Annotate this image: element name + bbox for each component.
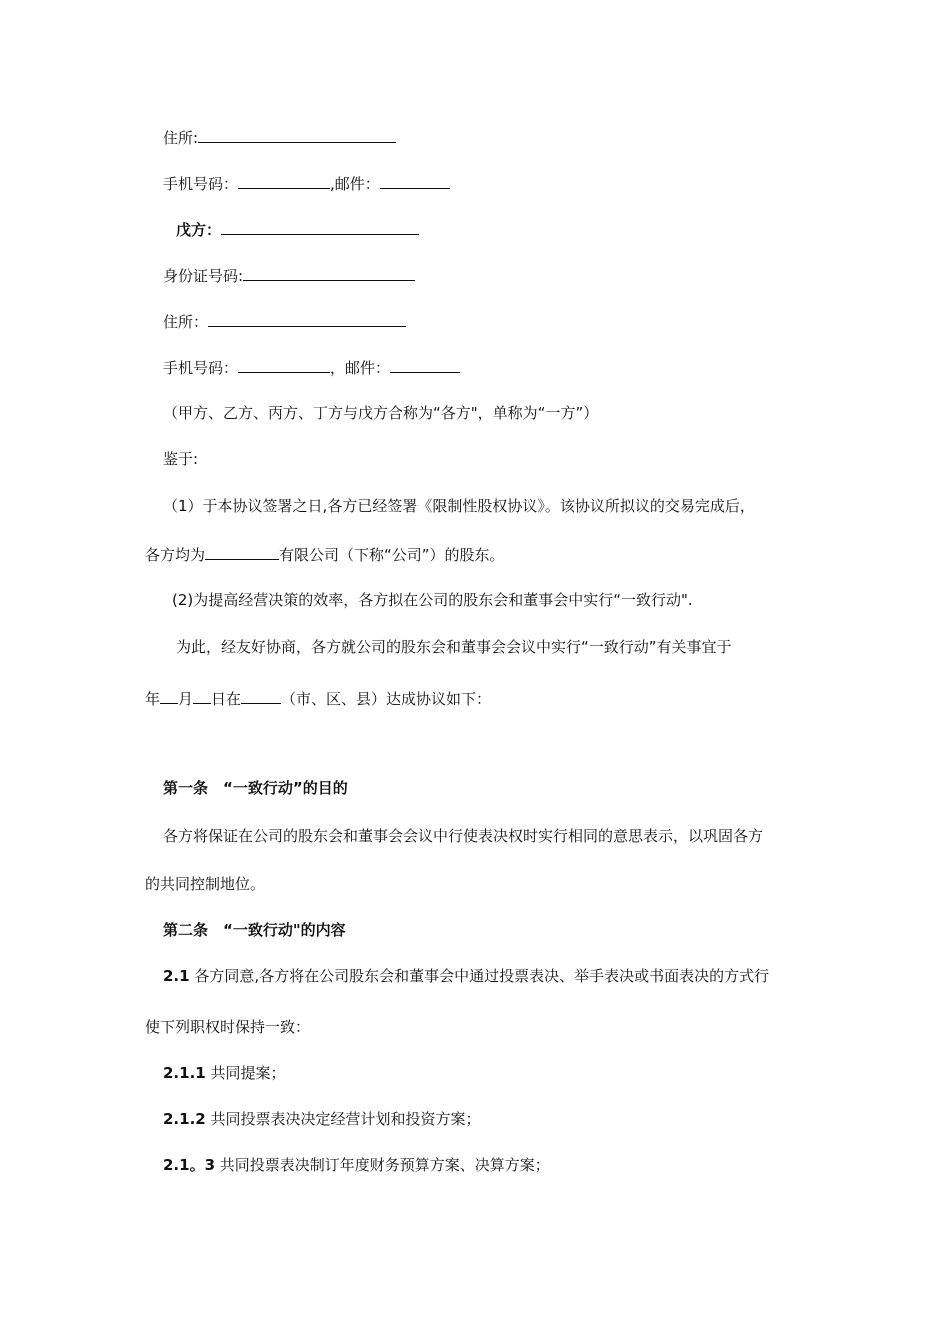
party-e-address-line [163,311,406,332]
recital-1-line-2 [145,544,505,565]
clause-2-1-number: 2.1 [163,967,190,985]
party-e-address-label: 住所： [163,313,209,331]
party-e-id-blank [243,265,415,281]
clause-2-1-3 [163,1155,550,1175]
party-e-phone-label: 手机号码： [163,359,239,377]
agreement-month-label: 月 [178,690,194,708]
party-d-address-line [163,127,396,148]
company-name-blank [205,544,279,560]
party-e-id-label: 身份证号码: [163,267,244,285]
clause-2-1-2-text: 共同投票表决决定经营计划和投资方案； [205,1110,481,1128]
party-d-address-label: 住所: [163,129,199,147]
party-e-email-blank [390,357,460,373]
parties-note: （甲方、乙方、丙方、丁方与戊方合称为“各方"，单称为“一方”） [163,404,599,422]
party-e-address-blank [208,311,406,327]
agreement-day-label: 日在 [211,690,242,708]
place-blank [241,688,281,704]
party-e-id-line [163,265,415,286]
recital-1-prefix: 各方均为 [145,546,206,564]
article-2-title: 第二条 “一致行动"的内容 [163,921,346,939]
party-d-phone-label: 手机号码： [163,175,239,193]
party-d-phone-blank [238,173,330,189]
agreement-place-suffix: （市、区、县）达成协议如下： [281,690,492,708]
party-e-name-blank [221,219,419,235]
clause-2-1-1-number: 2.1.1 [163,1064,206,1082]
month-blank [160,688,178,704]
clause-2-1-3-text: 共同投票表决制订年度财务预算方案、决算方案； [215,1156,550,1174]
agreement-intro-line-2 [145,688,491,709]
recital-2: (2)为提高经营决策的效率，各方拟在公司的股东会和董事会中实行“一致行动". [172,591,693,609]
clause-2-1-1-text: 共同提案； [205,1064,286,1082]
clause-2-1-text: 各方同意,各方将在公司股东会和董事会中通过投票表决、举手表决或书面表决的方式行 [189,967,770,985]
party-d-email-blank [380,173,450,189]
agreement-year-label: 年 [145,690,161,708]
recital-1-line-1: （1）于本协议签署之日,各方已经签署《限制性股权协议》。该协议所拟议的交易完成后， [163,497,755,515]
party-e-contact-line [163,357,460,378]
article-1-line-1: 各方将保证在公司的股东会和董事会会议中行使表决权时实行相同的意思表示，以巩固各方 [163,827,764,845]
party-e-title: 戊方： [176,221,222,239]
party-e-title-line [176,219,419,240]
party-e-phone-blank [238,357,330,373]
day-blank [193,688,211,704]
party-d-email-label: ,邮件： [330,175,380,193]
article-1-line-2: 的共同控制地位。 [145,875,266,893]
clause-2-1-3-number: 2.1。3 [163,1156,216,1174]
party-d-address-blank [198,127,396,143]
party-e-email-label: ，邮件： [330,359,391,377]
party-d-contact-line [163,173,450,194]
clause-2-1-2 [163,1109,481,1129]
clause-2-1-line-1 [163,966,769,986]
agreement-intro-line-1: 为此，经友好协商，各方就公司的股东会和董事会会议中实行“一致行动”有关事宜于 [176,638,732,656]
recital-1-suffix: 有限公司（下称“公司”）的股东。 [279,546,505,564]
recital-intro: 鉴于: [163,450,199,468]
clause-2-1-2-number: 2.1.2 [163,1110,206,1128]
article-1-title: 第一条 “一致行动”的目的 [163,779,348,797]
clause-2-1-line-2: 使下列职权时保持一致： [145,1018,311,1036]
clause-2-1-1 [163,1063,286,1083]
